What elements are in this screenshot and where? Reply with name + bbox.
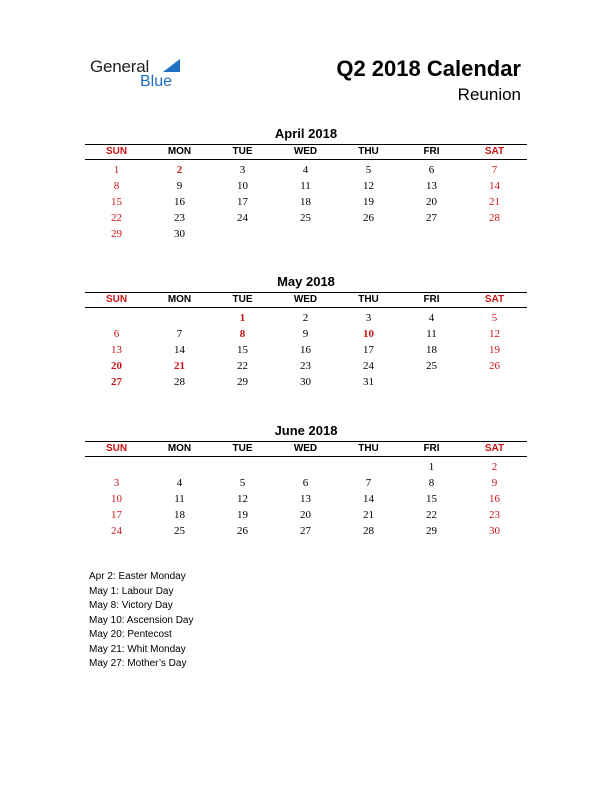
day-cell: 2: [176, 164, 183, 176]
month-title: June 2018: [274, 423, 338, 438]
day-cell: 29: [237, 376, 248, 388]
weekday-fri: FRI: [423, 146, 440, 157]
month-april: [85, 126, 527, 242]
day-cell: 6: [302, 477, 309, 489]
weekday-wed: WED: [293, 146, 318, 157]
day-cell: 28: [489, 212, 500, 224]
day-cell: 29: [426, 525, 437, 537]
day-cell: 11: [174, 493, 185, 505]
day-cell: 1: [239, 312, 246, 324]
empty-cell: [337, 459, 400, 475]
day-cell: 7: [365, 477, 372, 489]
day-cell: 17: [363, 344, 374, 356]
day-cell: 27: [426, 212, 437, 224]
weekday-header: [85, 441, 527, 457]
day-grid: [85, 457, 527, 539]
day-cell: 30: [174, 228, 185, 240]
day-cell: 18: [426, 344, 437, 356]
day-cell: 26: [237, 525, 248, 537]
day-cell: 9: [176, 180, 183, 192]
day-cell: 2: [302, 312, 309, 324]
day-cell: 20: [426, 196, 437, 208]
day-cell: 8: [428, 477, 435, 489]
logo-blue-text: Blue: [140, 73, 173, 90]
day-cell: 31: [363, 376, 374, 388]
weekday-thu: THU: [358, 294, 379, 305]
holiday-item: May 27: Mother’s Day: [89, 658, 187, 669]
day-cell: 14: [489, 180, 500, 192]
day-cell: 28: [174, 376, 185, 388]
day-cell: 4: [428, 312, 435, 324]
day-cell: 30: [489, 525, 500, 537]
weekday-fri: FRI: [423, 443, 440, 454]
day-cell: 22: [111, 212, 122, 224]
day-cell: 29: [111, 228, 122, 240]
holiday-item: May 20: Pentecost: [89, 629, 172, 640]
day-cell: 6: [113, 328, 120, 340]
day-cell: 26: [489, 360, 500, 372]
weekday-sat: SAT: [484, 146, 505, 157]
day-cell: 5: [239, 477, 246, 489]
weekday-sun: SUN: [105, 443, 128, 454]
day-cell: 23: [489, 509, 500, 521]
day-cell: 25: [174, 525, 185, 537]
holiday-list: [89, 570, 194, 672]
day-cell: 3: [239, 164, 246, 176]
weekday-thu: THU: [358, 443, 379, 454]
day-cell: 3: [113, 477, 120, 489]
empty-cell: [148, 459, 211, 475]
weekday-header: [85, 292, 527, 308]
day-cell: 22: [426, 509, 437, 521]
day-cell: 15: [237, 344, 248, 356]
day-cell: 8: [239, 328, 246, 340]
day-cell: 16: [174, 196, 185, 208]
day-cell: 4: [176, 477, 183, 489]
day-cell: 17: [111, 509, 122, 521]
day-cell: 11: [300, 180, 311, 192]
day-cell: 23: [300, 360, 311, 372]
day-cell: 26: [363, 212, 374, 224]
day-cell: 1: [428, 461, 435, 473]
weekday-sun: SUN: [105, 146, 128, 157]
day-cell: 13: [426, 180, 437, 192]
weekday-header: [85, 144, 527, 160]
day-cell: 19: [237, 509, 248, 521]
weekday-thu: THU: [358, 146, 379, 157]
day-cell: 27: [300, 525, 311, 537]
day-cell: 12: [363, 180, 374, 192]
empty-cell: [148, 310, 211, 326]
weekday-tue: TUE: [232, 294, 253, 305]
day-cell: 12: [489, 328, 500, 340]
day-cell: 10: [111, 493, 122, 505]
weekday-sun: SUN: [105, 294, 128, 305]
weekday-sat: SAT: [484, 443, 505, 454]
day-cell: 9: [491, 477, 498, 489]
day-cell: 25: [426, 360, 437, 372]
day-cell: 8: [113, 180, 120, 192]
day-cell: 22: [237, 360, 248, 372]
weekday-wed: WED: [293, 294, 318, 305]
page-title: Q2 2018 Calendar: [336, 56, 521, 81]
day-cell: 4: [302, 164, 309, 176]
weekday-mon: MON: [167, 294, 192, 305]
day-cell: 15: [111, 196, 122, 208]
weekday-wed: WED: [293, 443, 318, 454]
month-title: April 2018: [274, 126, 338, 141]
day-cell: 10: [237, 180, 248, 192]
day-cell: 21: [363, 509, 374, 521]
day-cell: 15: [426, 493, 437, 505]
month-title: May 2018: [277, 274, 335, 289]
day-cell: 16: [300, 344, 311, 356]
day-cell: 7: [176, 328, 183, 340]
weekday-sat: SAT: [484, 294, 505, 305]
day-cell: 6: [428, 164, 435, 176]
day-cell: 2: [491, 461, 498, 473]
weekday-fri: FRI: [423, 294, 440, 305]
day-cell: 17: [237, 196, 248, 208]
day-cell: 19: [363, 196, 374, 208]
weekday-tue: TUE: [232, 146, 253, 157]
empty-cell: [211, 459, 274, 475]
day-cell: 20: [300, 509, 311, 521]
day-cell: 25: [300, 212, 311, 224]
day-cell: 14: [363, 493, 374, 505]
day-cell: 5: [365, 164, 372, 176]
logo-general-text: General: [90, 57, 150, 76]
day-cell: 14: [174, 344, 185, 356]
holiday-item: May 21: Whit Monday: [89, 643, 186, 655]
day-cell: 13: [111, 344, 122, 356]
empty-cell: [85, 459, 148, 475]
day-cell: 18: [300, 196, 311, 208]
day-cell: 5: [491, 312, 498, 324]
day-cell: 27: [111, 376, 122, 388]
day-cell: 1: [113, 164, 120, 176]
day-grid: [85, 160, 527, 242]
day-cell: 19: [489, 344, 500, 356]
day-cell: 21: [489, 196, 500, 208]
day-cell: 7: [491, 164, 498, 176]
weekday-mon: MON: [167, 443, 192, 454]
day-cell: 24: [237, 212, 248, 224]
month-may: [85, 274, 527, 390]
day-cell: 18: [174, 509, 185, 521]
day-cell: 30: [300, 376, 311, 388]
day-cell: 11: [426, 328, 437, 340]
general-blue-logo: [90, 57, 190, 97]
day-cell: 23: [174, 212, 185, 224]
day-cell: 21: [174, 360, 185, 372]
day-cell: 24: [111, 525, 122, 537]
day-cell: 16: [489, 493, 500, 505]
day-cell: 28: [363, 525, 374, 537]
empty-cell: [85, 310, 148, 326]
holiday-item: May 8: Victory Day: [89, 600, 173, 611]
day-grid: [85, 308, 527, 390]
weekday-tue: TUE: [232, 443, 253, 454]
month-june: [85, 423, 527, 539]
day-cell: 24: [363, 360, 374, 372]
day-cell: 13: [300, 493, 311, 505]
holiday-item: May 1: Labour Day: [89, 585, 174, 597]
day-cell: 10: [363, 328, 374, 340]
logo-flag-icon: [163, 59, 180, 72]
page-subtitle: Reunion: [457, 85, 521, 104]
holiday-item: May 10: Ascension Day: [89, 614, 194, 626]
holiday-item: Apr 2: Easter Monday: [89, 571, 186, 582]
day-cell: 12: [237, 493, 248, 505]
day-cell: 3: [365, 312, 372, 324]
weekday-mon: MON: [167, 146, 192, 157]
day-cell: 9: [302, 328, 309, 340]
day-cell: 20: [111, 360, 122, 372]
empty-cell: [274, 459, 337, 475]
